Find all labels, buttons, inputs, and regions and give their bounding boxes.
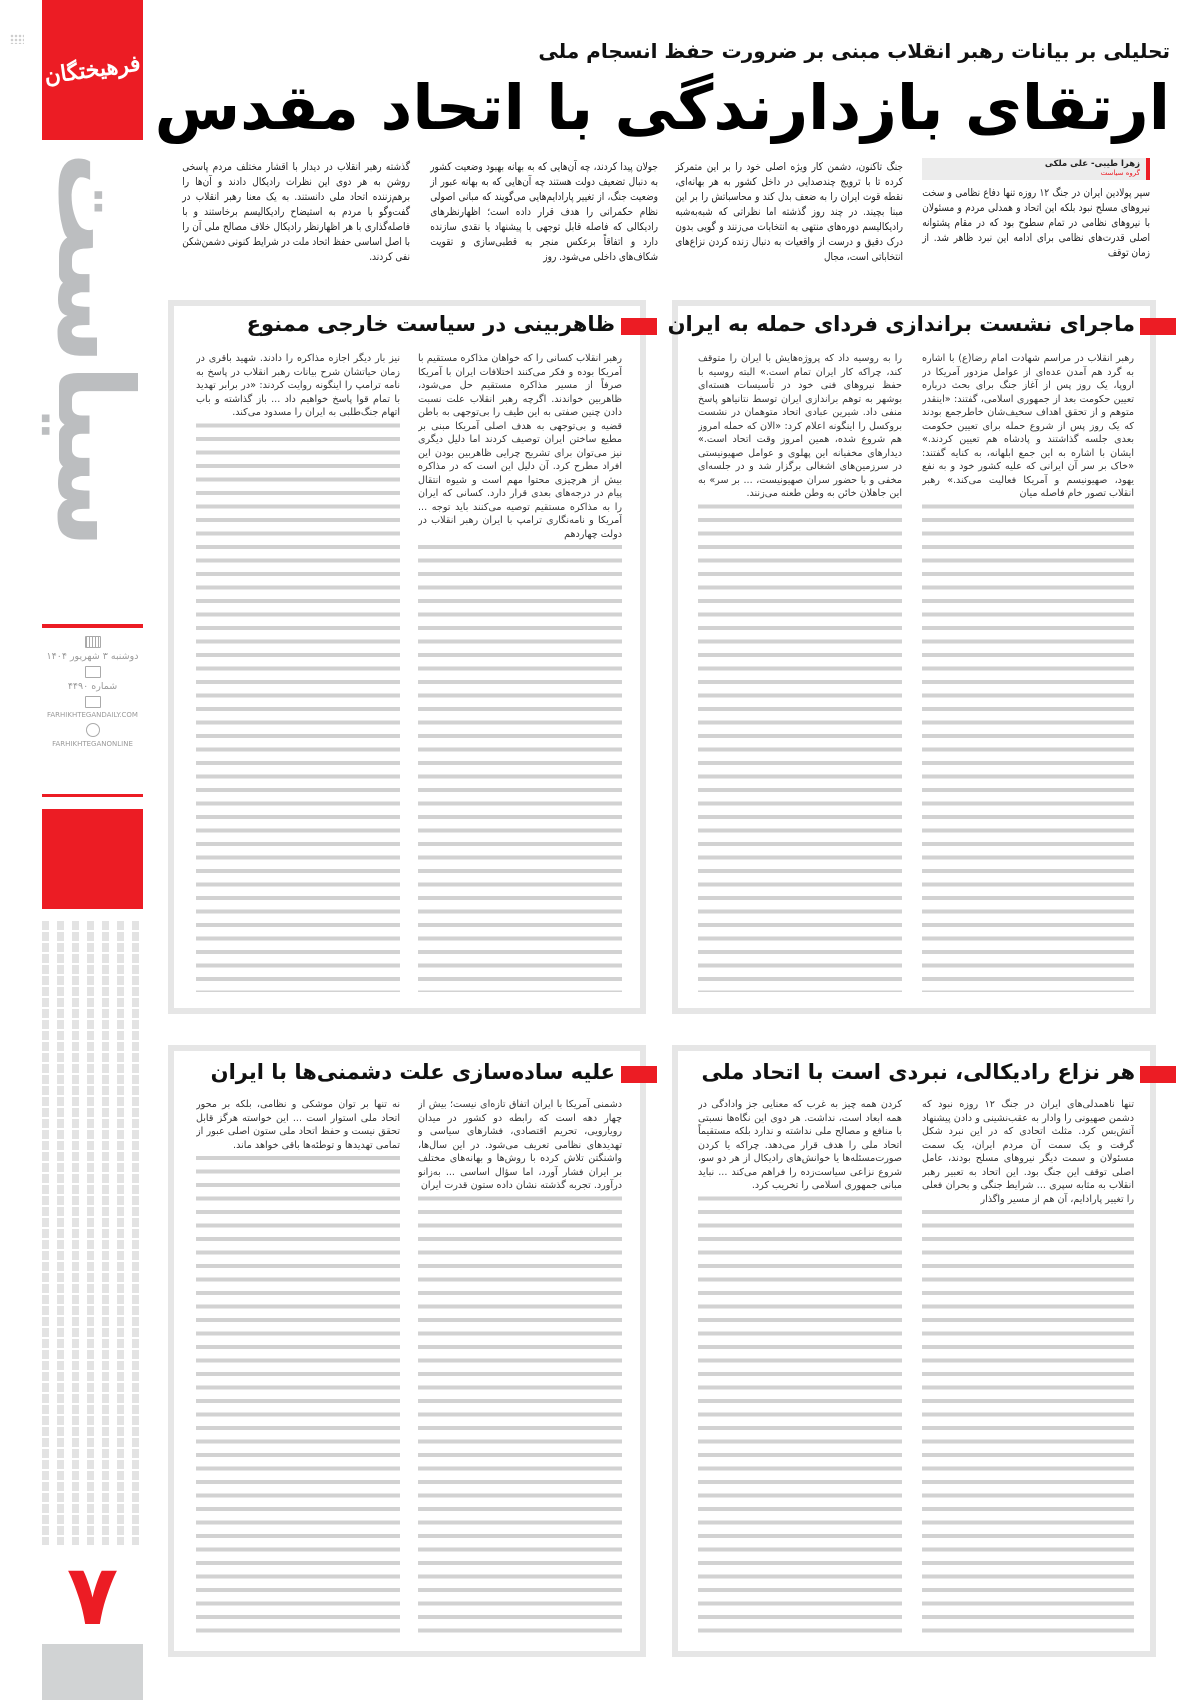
title-marker <box>621 1066 657 1083</box>
barcode-pattern-decoration <box>42 921 143 1545</box>
divider <box>42 624 143 628</box>
article-title: علیه ساده‌سازی علت دشمنی‌ها با ایران <box>210 1060 615 1084</box>
red-block-decoration <box>42 809 143 909</box>
page-number: ۷ <box>66 1546 119 1644</box>
article-column <box>196 352 400 992</box>
article-title: هر نزاع رادیکالی، نبردی است با اتحاد ملی <box>701 1060 1135 1084</box>
article-title: ظاهربینی در سیاست خارجی ممنوع <box>246 312 615 336</box>
lead-kicker: تحلیلی بر بیانات رهبر انقلاب مبنی بر ضرورت حفظ انسجام ملی <box>538 39 1170 63</box>
logo-text: فرهیختگان <box>42 50 143 90</box>
lead-headline: ارتقای بازدارندگی با اتحاد مقدس <box>154 71 1170 144</box>
article-text: رهبر انقلاب در مراسم شهادت امام رضا(ع) با اشاره به گرد هم آمدن عده‌ای از عوامل مزدور آمریکا در اروپا، یک روز پس از آغاز جنگ برای بحث درباره تعیین حکومت بعد از جمهوری اسلامی، گفتند: «اینقدر متوهم و از تحقق اهداف سخیف‌شان خاطرجمع بودند که یک روز پس از شروع حمله برای تعیین حکومت بعدی جلسه گذاشتند و پادشاه هم تعیین کردند.» ایشان با اشاره به این جمع ابلهانه، به کنایه گفتند: «خاک بر سر آن ایرانی که علیه کشور خود و به نفع یهود، صهیونیسم و آمریکا فعالیت می‌کند.» رهبر انقلاب تصور خام فاصله میان <box>922 353 1134 499</box>
calendar-icon <box>85 636 101 648</box>
article-column <box>922 1098 1134 1638</box>
lead-column-2: جنگ تاکنون، دشمن کار ویژه اصلی خود را بر این متمرکز کرده تا با ترویج چندصدایی در داخل کشور به هر بهانه‌ای، نقطه قوت ایران را به ضعف بدل کند و محاسباتش را بر این مبنا بچیند. در چند روز گذشته اما نظراتی که شبه‌به‌شبه رادیکالیسم دوره‌های منتهی به انتخابات می‌زنند و گویی بدون درک دقیق و درست از واقعیات به دنبال زنده کردن نزاع‌های انتخاباتی است، مجال <box>675 161 903 263</box>
section-label-text: سیاست <box>34 151 156 549</box>
article-column <box>698 352 902 992</box>
article-text: رهبر انقلاب کسانی را که خواهان مذاکره مستقیم با آمریکا بوده و فکر می‌کنند اختلافات ایران با آمریکا صرفاً از مسیر مذاکره مستقیم حل می‌شود، ظاهربین خواندند. اگرچه رهبر انقلاب علت نسبت دادن چنین صفتی به این طیف را بی‌توجهی به باطن قضیه و بی‌توجهی به هدف اصلی آمریکا مبنی بر مطیع ساختن ایران توصیف کردند اما دلیل دیگری نیز می‌توان برای تشریح چرایی ظاهربین بودن این افراد مطرح کرد. آن دلیل این است که در مذاکره بیش از هرچیزی محتوا مهم است و شیوه انتقال پیام در درجه‌های بعدی قرار دارد. کسانی که ایران را به مذاکره مستقیم توصیه می‌کنند باید توجه ... آمریکا و نامه‌نگاری ترامپ با ایران رهبر انقلاب در دولت چهاردهم <box>418 353 622 540</box>
issue-date: دوشنبه ۳ شهریور ۱۴۰۴ <box>46 651 139 662</box>
article-text: تنها ناهمدلی‌های ایران در جنگ ۱۲ روزه نبود که دشمن صهیونی را وادار به عقب‌نشینی و دادن پیشنهاد آتش‌بس کرد. مثلث اتحادی که در این نبرد شکل گرفت و یک سمت آن مردم ایران، یک سمت مسئولان و سمت دیگر نیروهای مسلح بودند، عامل اصلی توقف این جنگ بود. این اتحاد به تعبیر رهبر انقلاب به مثابه سپری ... شرایط جنگی و بحران فعلی را تغییر پارادایم، آن هم از مسیر واگذار <box>922 1099 1134 1205</box>
issue-info <box>42 624 143 750</box>
gray-block-decoration <box>42 1644 143 1700</box>
article-column <box>698 1098 902 1638</box>
title-marker <box>1140 1066 1176 1083</box>
website-icon <box>85 696 101 708</box>
article-text: نیز بار دیگر اجازه مذاکره را دادند. شهید باقری در زمان حیاتشان شرح بیانات رهبر انقلاب در پاسخ به نامه ترامپ را اینگونه روایت کردند: «در برابر تهدید با تمام قوا پاسخ خواهیم داد ... باز گذاشته و باب اتهام جنگ‌طلبی به ایران را مسدود می‌کند. <box>196 353 400 418</box>
byline-desk: گروه سیاست <box>1100 169 1140 177</box>
article-title: ماجرای نشست براندازی فردای حمله به ایران <box>667 312 1135 336</box>
section-label <box>30 151 160 549</box>
byline <box>922 158 1150 180</box>
byline-authors: زهرا طیبی- علی ملکی <box>1044 159 1140 169</box>
article-text: نه تنها بر توان موشکی و نظامی، بلکه بر محور اتحاد ملی استوار است ... این خواسته هرگز قابل تحقق نیست و حفظ اتحاد ملی ستون اصلی عبور از تمامی تهدیدها و توطئه‌ها باقی خواهد ماند. <box>196 1099 400 1151</box>
article-text: کردن همه چیز به غرب که معنایی جز وادادگی در همه ابعاد است، نداشت. هر دوی این نگاه‌ها نسبتی با منافع و مصالح ملی نداشته و ندارد بلکه مستقیماً اتحاد ملی را هدف قرار می‌دهد. چراکه یا کردن صورت‌مسئله‌ها یا خوانش‌های رادیکال از هر دو سو، شروع نزاعی سیاست‌زده را فراهم می‌کند ... نباید مبانی جمهوری اسلامی را تخریب کرد. <box>698 1099 902 1191</box>
lead-column-3: جولان پیدا کردند، چه آن‌هایی که به بهانه بهبود وضعیت کشور به دنبال تضعیف دولت هستند چه آن‌هایی که به بهانه عبور از وضعیت جنگ، از تغییر پارادایم‌هایی می‌گویند که مبانی اصولی نظام حکمرانی را هدف قرار داده است؛ اظهارنظرهای رادیکالی که فاصله قابل توجهی با پیشنهاد یا نقدی سازنده دارد و اتفاقاً برعکس منجر به قطبی‌سازی و تقویت شکاف‌های داخلی می‌شود. روز <box>430 161 658 263</box>
article-text: را به روسیه داد که پروژه‌هایش با ایران را متوقف کند، چراکه کار ایران تمام است.» البته روسیه با حفظ نیروهای فنی خود در تأسیسات هسته‌ای بوشهر به توهم براندازی ایران توسط نتانیاهو پاسخ منفی داد. شیرین عبادی اتحاد متوهمان در نشست بروکسل را اینگونه اعلام کرد: «الان که حمله امروز هم شروع شده، همین امروز وقت اتحاد است.» دیدارهای مخفیانه این پهلوی و عوامل صهیونیستی در سرزمین‌های اشغالی برگزار شد و در جلسه‌ای مخفی و با حضور سران صهیونیست، ... بر سر» به این جاهلان خائن به وطن طعنه می‌زنند. <box>698 353 902 499</box>
website-link[interactable]: FARHIKHTEGANDAILY.COM <box>47 711 138 719</box>
lead-column-4: گذشته رهبر انقلاب در دیدار با اقشار مختلف مردم پاسخی روشن به هر دوی این نظرات رادیکال دادند و آن‌ها را برهم‌زننده اتحاد ملی دانستند. به یک معنا رهبر انقلاب در گفت‌وگو با مردم به استیضاح رادیکالیسم برخاستند و با فاصله‌گذاری با هر اظهارنظر رادیکال خلاف مصالح ملی آن را با اصل اساسی حفظ اتحاد ملت در شرایط کنونی دشمن‌شکن نفی کردند. <box>182 161 410 263</box>
article-text: دشمنی آمریکا با ایران اتفاق تازه‌ای نیست؛ بیش از چهار دهه است که رابطه دو کشور در میدان رویارویی، تحریم اقتصادی، فشارهای سیاسی و تهدیدهای نظامی تعریف می‌شود. در این سال‌ها، واشنگتن تلاش کرده با روش‌ها و بهانه‌های مختلف بر ایران فشار آورد، اما سؤال اساسی ... به‌زانو درآورد. تجربه گذشته نشان داده ستون قدرت ایران <box>418 1099 622 1191</box>
issue-number: شماره ۴۴۹۰ <box>67 681 118 692</box>
article-column <box>196 1098 400 1638</box>
article-column <box>418 1098 622 1638</box>
social-network-icon <box>86 723 100 737</box>
title-marker <box>621 318 657 335</box>
corner-dots-decoration <box>10 34 24 44</box>
title-marker <box>1140 318 1176 335</box>
newspaper-logo <box>42 0 143 140</box>
issue-number-icon <box>85 666 101 678</box>
article-column <box>922 352 1134 992</box>
lead-column-1: سپر پولادین ایران در جنگ ۱۲ روزه تنها دفاع نظامی و سخت نیروهای مسلح نبود بلکه این اتحاد و همدلی مردم و مسئولان با نیروهای نظامی در تمام سطوح بود که در مقام پشتوانه اصلی قدرت‌های نظامی برای ادامه این نبرد ظاهر شد. از زمان توقف <box>922 187 1150 259</box>
article-column <box>418 352 622 992</box>
social-handle[interactable]: FARHIKHTEGANONLINE <box>52 740 133 748</box>
divider <box>42 794 143 797</box>
